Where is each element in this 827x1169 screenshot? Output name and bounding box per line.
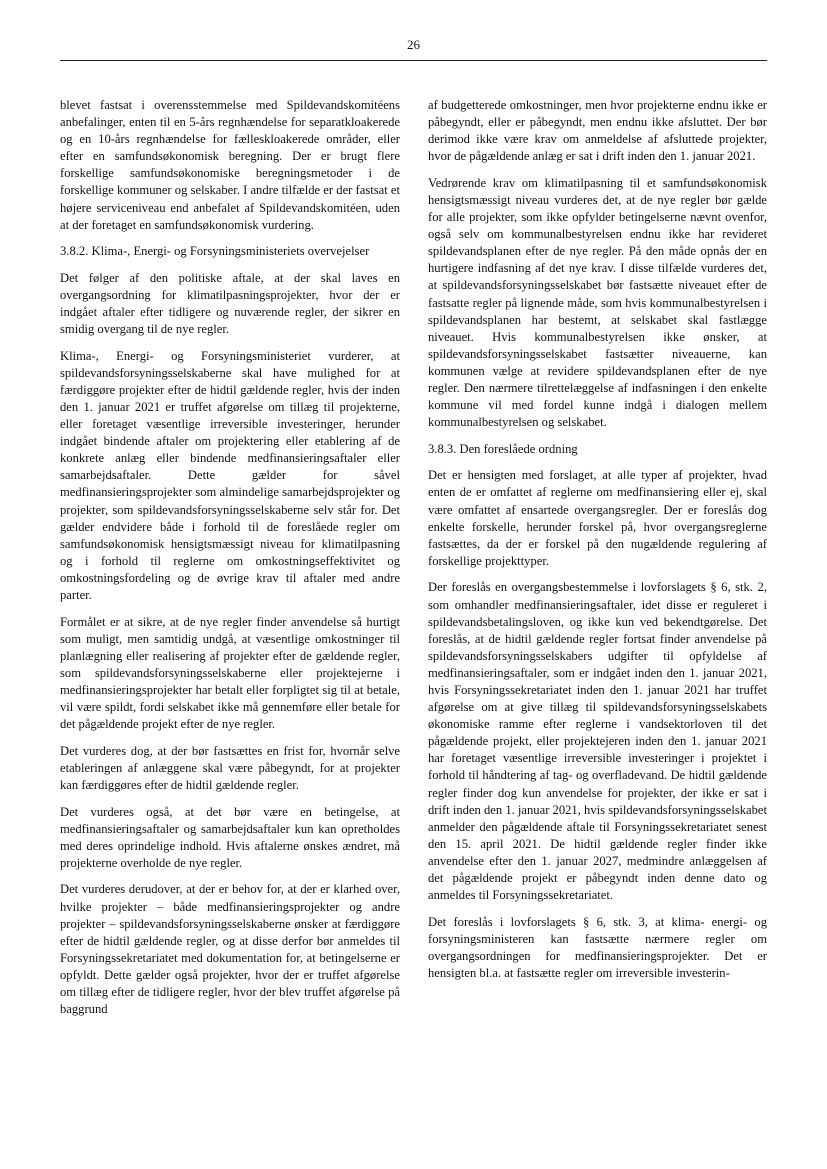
- paragraph: Formålet er at sikre, at de nye regler finder anvendelse så hurtigt som muligt, men samtidig undgå, at væsentlige omkostninger til planlægning eller realisering af projekter efter de gældende regler, som spildevandsforsyningsselskaberne eller projektejerne i medfinansieringsprojekter har betalt eller forpligtet sig til at betale, vil være spildt, fordi selskabet ikke må gennemføre eller betale for det pågældende projekt efter de nye regler.: [60, 614, 400, 732]
- right-column: [428, 97, 767, 992]
- paragraph: blevet fastsat i overensstemmelse med Spildevandskomitéens anbefalinger, enten til en 5-års regnhændelse for separatkloakerede og en 10-års regnhændelse for fælleskloakerede områder, eller efter en samfundsøkonomisk beregning. Der er brugt flere forskellige samfundsøkonomiske beregningsmetoder i de forskellige kommuner og selskaber. I andre tilfælde er der fastsat et højere serviceniveau end anbefalet af Spildevandskomitéen, uden at der foretaget en samfundsøkonomisk vurdering.: [60, 98, 400, 232]
- paragraph: Det er hensigten med forslaget, at alle typer af projekter, hvad enten de er omfattet af reglerne om medfinansiering eller ej, skal være omfattet af ensartede overgangsregler. Der er foreslås dog enkelte forskelle, herunder forskel på, hvor overgangsreglerne fastsættes, da der er forskel på den nugældende regulering af forskellige projekttyper.: [428, 468, 767, 568]
- paragraph: Der foreslås en overgangsbestemmelse i lovforslagets § 6, stk. 2, som omhandler medfinansieringsaftaler, idet disse er reguleret i spildevandsbetalingsloven, og ikke kun ved bekendtgørelse. Det foreslås, at de hidtil gældende regler fortsat finder anvendelse på spildevandsforsyningsselskabers udgifter til opfyldelse af medfinansieringsaftaler, som er indgået inden den 1. januar 2021, hvis Forsyningssekretariatet inden den 1. januar 2021 har truffet afgørelse om at give tillæg til spildevandsforsyningsselskabets økonomiske ramme efter reglerne i vandsektorloven til det pågældende projekt, eller projektejeren inden den 1. januar 2021 har foretaget væsentlige irreversible investeringer i projektet i forhold til håndtering af tag- og overfladevand. De hidtil gældende regler finder dog kun anvendelse for projekter, der ikke er sat i drift inden den 1. januar 2021, hvis spildevandsforsyningsselskabet anmelder den pågældende aftale til Forsyningssekretariatet senest den 15. april 2021. De hidtil gældende regler finder ikke anvendelse efter den 1. januar 2027, medmindre anlæggelsen af det pågældende projekt er påbegyndt inden denne dato og anmeldes til Forsyningssekretariatet.: [428, 580, 767, 903]
- header-rule: [60, 60, 767, 61]
- paragraph: Det følger af den politiske aftale, at der skal laves en overgangsordning for klimatilpasningsprojekter, hvor der er indgået aftaler efter tidligere og nuværende regler, der sikrer en smidig overgang til de nye regler.: [60, 270, 400, 337]
- paragraph: Vedrørende krav om klimatilpasning til et samfundsøkonomisk hensigtsmæssigt niveau vurderes det, at de nye regler bør gælde for alle projekter, som ikke opfylder betingelserne nævnt ovenfor, også selv om kommunalbestyrelsen endnu ikke har revideret spildevandsplanen efter de nye regler. På den måde opnås der en hurtigere indfasning af det nye krav. I disse tilfælde vurderes det, at spildevandsforsyningsselskabet bør fastsætte niveauet efter de fastsatte regler på lignende måde, som hvis kommunalbestyrelsen i spildevandsplanen har bestemt, at selskabet skal fastlægge niveauet. Hvis kommunalbestyrelsen ikke ønsker, at spildevandsforsyningsselskabet fastsætter niveauerne, kan kommunen vælge at revidere spildevandsplanen efter de nye regler. Den nærmere tilrettelæggelse af indfasningen i den enkelte kommune vil med fordel kunne indgå i dialogen mellem kommunalbestyrelsen og selskabet.: [428, 175, 767, 430]
- page-number: 26: [407, 37, 420, 52]
- paragraph: af budgetterede omkostninger, men hvor projekterne endnu ikke er påbegyndt, eller er påbegyndt, men endnu ikke afsluttet. Der bør derimod ikke være krav om anmeldelse af afsluttede projekter, hvor de pågældende anlæg er sat i drift inden den 1. januar 2021.: [428, 98, 767, 164]
- paragraph: Det vurderes også, at det bør være en betingelse, at medfinansieringsaftaler og samarbejdsaftaler kun kan opretholdes med deres oprindelige indhold. Hvis aftalerne ønskes ændret, må projekterne overholde de nye regler.: [60, 804, 400, 870]
- left-column: [60, 97, 400, 1028]
- section-heading-3-8-2: 3.8.2. Klima-, Energi- og Forsyningsministeriets overvejelser: [60, 244, 370, 259]
- paragraph: Det foreslås i lovforslagets § 6, stk. 3, at klima- energi- og forsyningsministeren kan fastsætte nærmere regler om overgangsordningen for medfinansieringsprojekter. Det er hensigten bl.a. at fastsætte regler om irreversible investerin-: [428, 914, 767, 980]
- paragraph: Det vurderes derudover, at der er behov for, at der er klarhed over, hvilke projekter – både medfinansieringsprojekter og andre projekter – spildevandsforsyningsselskaberne ønsker at færdiggøre efter de hidtil gældende regler, og at disse derfor bør anmeldes til Forsyningssekretariatet med dokumentation for, at betingelserne er opfyldt. Dette gælder også projekter, hvor der er truffet afgørelse om tillæg efter de tidligere regler, hvor der blev truffet afgørelse på baggrund: [60, 882, 400, 1017]
- section-heading-3-8-3: 3.8.3. Den foreslåede ordning: [428, 441, 578, 456]
- paragraph: Klima-, Energi- og Forsyningsministeriet vurderer, at spildevandsforsyningsselskaberne skal have mulighed for at færdiggøre projekter efter de hidtil gældende regler, hvis der inden den 1. januar 2021 er truffet afgørelse om tillæg til projekterne, eller foretaget væsentlige irreversible investeringer, herunder indgået bindende aftaler om projektering eller etablering af de konkrete anlæg eller bindende medfinansieringsaftaler eller samarbejdsaftaler. Dette gælder for såvel medfinansieringsprojekter som almindelige samarbejdsprojekter og projekter, som spildevandsforsyningsselskaberne selv står for. Det gælder endvidere både i forhold til de foreslåede regler om samfundsøkonomisk hensigtsmæssigt niveau for klimatilpasning og i forhold til reglerne om omkostningseffektivitet og omkostningsfordeling og de øvrige krav til aftaler med andre parter.: [60, 348, 400, 603]
- paragraph: Det vurderes dog, at der bør fastsættes en frist for, hvornår selve etableringen af anlæggene skal være påbegyndt, for at projekter kan færdiggøres efter de hidtil gældende regler.: [60, 743, 400, 792]
